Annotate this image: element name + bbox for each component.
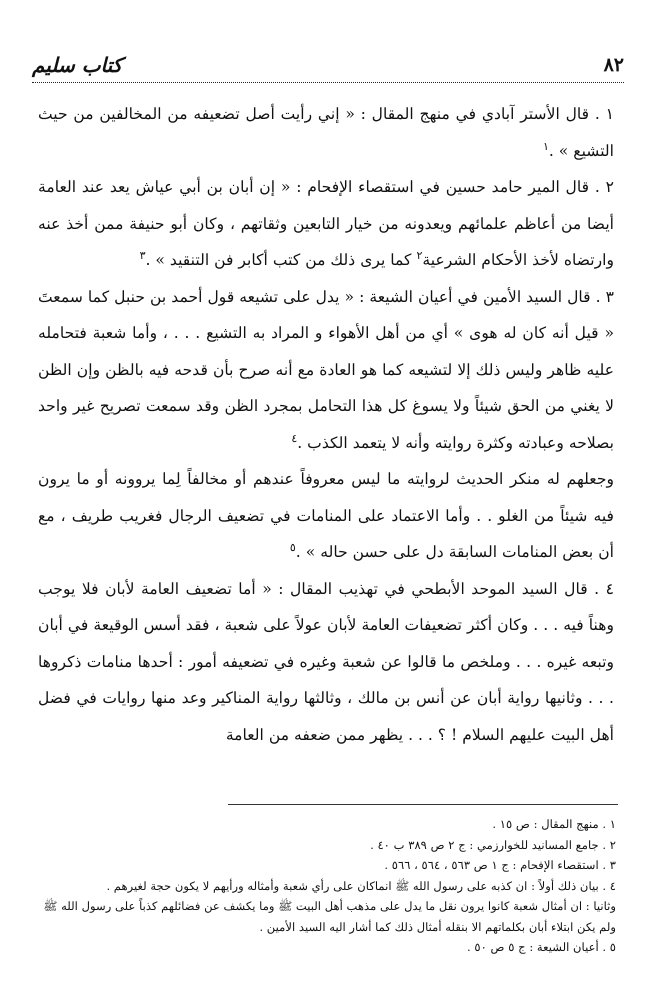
footnote: ١ . منهج المقال : ص ١٥ . [492,817,616,831]
paragraph: ١ . قال الأستر آبادي في منهج المقال : « إني رأيت أصل تضعيفه من المخالفين من حيث التشيع » .$^١$ [38,105,614,160]
paragraph: ٣ . قال السيد الأمين في أعيان الشيعة : « يدل على تشيعه قول أحمد بن حنبل كما سمعتَ « قيل أنه كان له هوى » أي من أهل الأهواء و المراد به التشيع . . . ، وأما شعبة فتحامله عليه ظاهر وليس ذلك إلا لتشيعه كما هو العادة مع أنه صرح بأن قدحه فيه بالظن وإن الظن لا يغني من الحق شيئاً ولا يسوغ كل هذا التحامل بمجرد الظن وقد سمعت تصريح غير واحد بصلاحه وعبادته وكثرة روايته وأنه لا يتعمد الكذب .$^٤$ [38,287,614,452]
footnote: ٤ . بيان ذلك أولاً : ان كذبه على رسول الله ﷺ انماكان على رأي شعبة وأمثاله ورأيهم لا يكون حجة لغيرهم . [106,878,616,893]
footnote: ٥ . أعيان الشيعة : ج ٥ ص ٥٠ . [467,940,616,954]
paragraph: ٢ . قال المير حامد حسين في استقصاء الإفحام : « إن أبان بن أبي عياش يعد عند العامة أيضا من أعاظم علمائهم ويعدونه من خيار التابعين وثقاتهم ، وكان أبو حنيفة ممن أخذ عنه وارتضاه لأخذ الأحكام الشرعية$^٢$ كما يرى ذلك من كتب أكابر فن التنقيد » .$^٣$ [38,178,614,269]
main-text [38,96,614,753]
page-header [32,48,624,83]
footnote-ref: ٥ [289,540,296,554]
footnotes [38,814,616,958]
footnote-separator [228,804,618,805]
paragraph: وجعلهم له منكر الحديث لروايته ما ليس معروفاً عندهم أو مخالفاً لِما يروونه أو ما يرون فيه شيئاً من الغلو . . وأما الاعتماد على المنامات في تضعيف الرجال فغريب طريف ، مع أن بعض المنامات السابقة دل على حسن حاله » .$^٥$ [38,470,614,561]
page-number: ٨٢ [603,54,624,76]
footnote: وثانيا : ان أمثال شعبة كانوا يرون نقل ما يدل على مذهب أهل البيت ﷺ وما يكشف عن فضائلهم كذباً على رسول الله ﷺ ولم يكن ابتلاء أبان بكلماتهم الا بنقله أمثال ذلك كما أشار اليه السيد الأمين . [43,899,616,934]
footnote-ref: ٣ [139,248,146,262]
paragraph: ٤ . قال السيد الموحد الأبطحي في تهذيب المقال : « أما تضعيف العامة لأبان فلا يوجب وهناً فيه . . . وكان أكثر تضعيفات العامة لأبان عولاً على شعبة ، فقد أسس الوقيعة في أبان وتبعه غيره . . . وملخص ما قالوا عن شعبة وغيره في تضعيفه أمور : أحدها منامات ذكروها . . . وثانيها رواية أبان عن أنس بن مالك ، وثالثها رواية المناكير وعد منها روايات في فضل أهل البيت عليهم السلام ! ؟ . . . يظهر ممن ضعفه من العامة [38,579,614,744]
footnote-ref: ٢ [416,248,423,262]
footnote-ref: ٤ [291,431,298,445]
running-title: كتاب سليم [32,53,123,77]
footnote-ref: ١ [542,139,549,153]
footnote: ٢ . جامع المسانيد للخوارزمي : ج ٢ ص ٣٨٩ ب ٤٠ . [370,837,616,852]
footnote: ٣ . استقصاء الإفحام : ج ١ ص ٥٦٣ ، ٥٦٤ ، ٥٦٦ . [384,858,616,872]
